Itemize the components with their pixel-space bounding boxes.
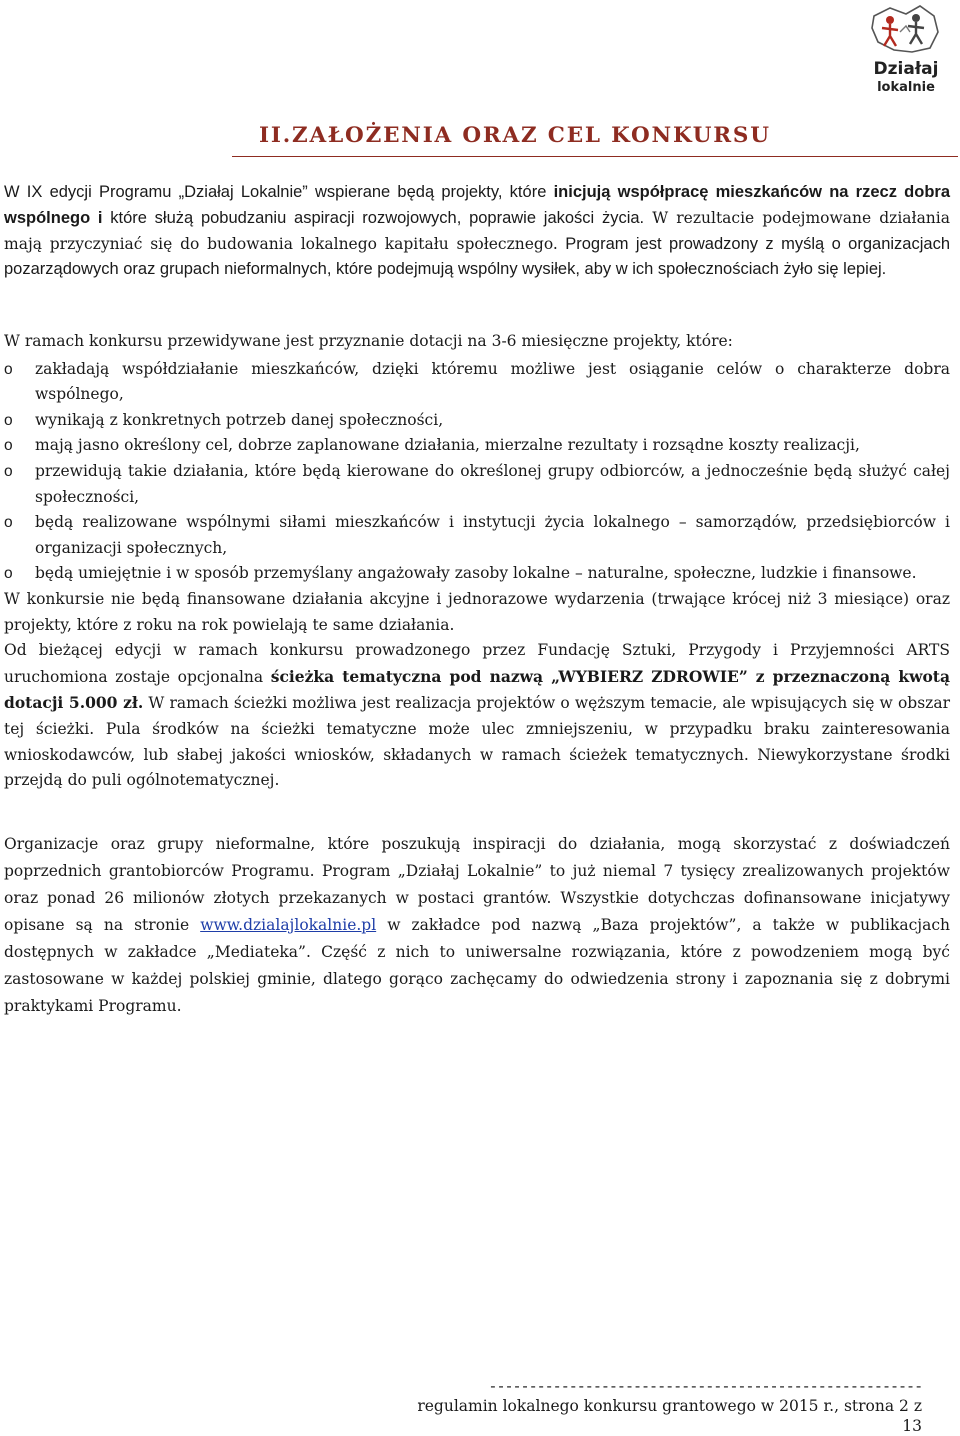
bullet-marker: o	[4, 411, 13, 429]
program-description	[4, 180, 950, 283]
desc-part-3: W rezultacie podejmowane działania mają przyczyniać się do budowania lokalnego kapitału społecznego.	[4, 208, 950, 253]
dzialaj-lokalnie-logo	[860, 2, 952, 98]
logo-text-top: Działaj	[873, 59, 939, 79]
footer-dashes: ------------------------------------------------------	[488, 1377, 922, 1395]
bullet-marker: o	[4, 360, 13, 378]
list-item	[4, 510, 950, 561]
path-bold: ścieżka tematyczna pod nazwą „WYBIERZ ZDROWIE” z przeznaczoną kwotą dotacji 5.000 zł.	[4, 666, 950, 713]
thematic-path-paragraph	[4, 638, 950, 794]
path-part-2: W ramach ścieżki możliwa jest realizacja projektów o węższym temacie, ale wpisujących się w obszar tej ścieżki. Pula środków na ścieżki tematyczne może ulec zmniejszeniu, w przypadku braku zainteresowania wnioskodawców, lub słabej jakości wniosków, składanych w ramach ścieżek tematycznych. Niewykorzystane środki przejdą do puli ogólnotematycznej.	[4, 694, 950, 790]
list-item-text: będą realizowane wspólnymi siłami mieszkańców i instytucji życia lokalnego – samorządów, przedsiębiorców i organizacji społecznych,	[35, 513, 950, 557]
inspiration-section	[4, 831, 950, 1020]
list-item	[4, 459, 950, 510]
path-part-1: Od bieżącej edycji w ramach konkursu prowadzonego przez Fundację Sztuki, Przygody i Przyjemności ARTS uruchomiona zostaje opcjonalna	[4, 641, 950, 686]
section-title: II.ZAŁOŻENIA ORAZ CEL KONKURSU	[259, 123, 771, 148]
list-item-text: wynikają z konkretnych potrzeb danej społeczności,	[35, 410, 444, 429]
list-item-text: mają jasno określony cel, dobrze zaplanowane działania, mierzalne rezultaty i rozsądne koszty realizacji,	[35, 436, 860, 455]
intro-paragraph	[4, 180, 950, 283]
orgs-part-1: Organizacje oraz grupy nieformalne, które poszukują inspiracji do działania, mogą skorzystać z doświadczeń poprzednich grantobiorców Programu. Program „Działaj Lokalnie” to już niemal 7 tysięcy zrealizowanych projektów oraz ponad 26 milionów złotych przekazanych w postaci grantów. Wszystkie dotychczas dofinansowane inicjatywy opisane są na stronie	[4, 835, 950, 934]
list-item-text: przewidują takie działania, które będą kierowane do określonej grupy odbiorców, a jednocześnie będą służyć całej społeczności,	[35, 461, 950, 506]
list-item	[4, 433, 950, 459]
bullet-marker: o	[4, 462, 13, 480]
inspiration-paragraph	[4, 831, 950, 1020]
title-underline	[232, 156, 958, 157]
desc-part-1: W IX edycji Programu „Działaj Lokalnie” wspierane będą projekty, które	[4, 183, 554, 201]
footer-text: regulamin lokalnego konkursu grantowego w 2015 r., strona 2 z 13	[417, 1397, 922, 1435]
list-item	[4, 357, 950, 408]
desc-bold-1: inicjują współpracę mieszkańców na rzecz dobra wspólnego i	[4, 183, 950, 227]
page-footer	[402, 1376, 922, 1436]
website-link[interactable]: www.dzialajlokalnie.pl	[200, 916, 377, 934]
criteria-list	[4, 357, 950, 587]
logo-text-bottom: lokalnie	[877, 80, 935, 95]
list-item-text: będą umiejętnie i w sposób przemyślany angażowały zasoby lokalne – naturalne, społeczne, ludzkie i finansowe.	[35, 564, 917, 583]
list-item	[4, 408, 950, 434]
desc-part-4: Program jest prowadzony z myślą o organizacjach pozarządowych oraz grupach nieformalnych, które podejmują wspólny wysiłek, aby w ich społecznościach żyło się lepiej.	[4, 234, 950, 279]
bullet-marker: o	[4, 565, 13, 583]
list-item	[4, 561, 950, 587]
desc-part-2: które służą pobudzaniu aspiracji rozwojowych, poprawie jakości życia.	[102, 208, 645, 227]
criteria-section	[4, 329, 950, 794]
logo-graphic	[860, 2, 952, 98]
not-financed-paragraph: W konkursie nie będą finansowane działania akcyjne i jednorazowe wydarzenia (trwające krócej niż 3 miesiące) oraz projekty, które z roku na rok powielają te same działania.	[4, 589, 950, 634]
list-item-text: zakładają współdziałanie mieszkańców, dzięki któremu możliwe jest osiąganie celów o charakterze dobra wspólnego,	[35, 359, 950, 404]
bullet-marker: o	[4, 514, 13, 532]
bullet-marker: o	[4, 437, 13, 455]
criteria-intro: W ramach konkursu przewidywane jest przyznanie dotacji na 3-6 miesięczne projekty, które:	[4, 332, 733, 350]
orgs-part-2: w zakładce pod nazwą „Baza projektów”, a także w publikacjach dostępnych w zakładce „Mediateka”. Część z nich to uniwersalne rozwiązania, które z powodzeniem mogą być zastosowane w każdej polskiej gminie, dlatego gorąco zachęcamy do odwiedzenia strony i zapoznania się z dobrymi praktykami Programu.	[4, 916, 950, 1015]
